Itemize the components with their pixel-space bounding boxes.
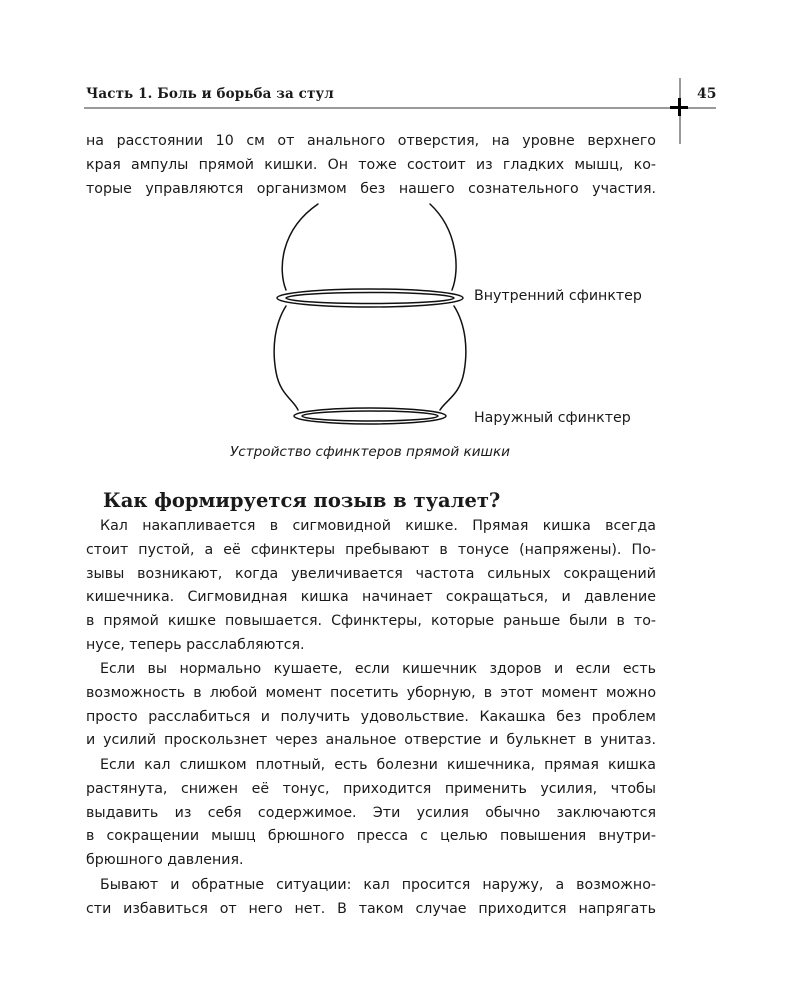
- text-line: растянута, снижен её тонус, приходится применить усилия, чтобы: [86, 780, 656, 797]
- page-number: 45: [697, 86, 717, 102]
- text-line: на расстоянии 10 см от анального отверстия, на уровне верхнего: [86, 133, 656, 149]
- internal-sphincter-ring: [277, 289, 463, 307]
- text-line: в прямой кишке повышается. Сфинктеры, которые раньше были в то-: [86, 613, 656, 630]
- text-line: зывы возникают, когда увеличивается частота сильных сокращений: [86, 565, 656, 582]
- text-line: стоит пустой, а её сфинктеры пребывают в тонусе (напряжены). По-: [86, 541, 656, 558]
- text-line: Бывают и обратные ситуации: кал просится наружу, а возможно-: [100, 877, 656, 893]
- rectum-upper-outline-right: [430, 204, 456, 290]
- internal-sphincter-label: Внутренний сфинктер: [474, 288, 642, 304]
- text-line: торые управляются организмом без нашего сознательного участия.: [86, 180, 656, 197]
- body-paragraph-1: [86, 515, 656, 658]
- section-heading: Как формируется позыв в туалет?: [103, 489, 501, 512]
- text-line: кишечника. Сигмовидная кишка начинает сокращаться, и давление: [86, 589, 656, 606]
- text-line: Кал накапливается в сигмовидной кишке. Прямая кишка всегда: [100, 518, 656, 534]
- sphincter-diagram: [260, 200, 480, 432]
- body-paragraph-4: [86, 874, 656, 922]
- ampulla-left-outline: [274, 306, 298, 410]
- body-paragraph-3: [86, 754, 656, 873]
- body-paragraph-2: [86, 658, 656, 753]
- text-line: брюшного давления.: [86, 852, 244, 869]
- external-sphincter-label: Наружный сфинктер: [474, 410, 631, 426]
- intro-paragraph: [86, 130, 656, 201]
- text-line: в сокращении мышц брюшного пресса с целью повышения внутри-: [86, 828, 656, 845]
- figure-caption: Устройство сфинктеров прямой кишки: [229, 444, 511, 460]
- text-line: и усилий проскользнет через анальное отверстие и булькнет в унитаз.: [86, 732, 656, 749]
- text-line: нусе, теперь расслабляются.: [86, 636, 305, 653]
- text-line: сти избавиться от него нет. В таком случае приходится напрягать: [86, 900, 656, 917]
- ampulla-right-outline: [440, 306, 466, 410]
- header-rule: [84, 107, 716, 109]
- text-line: выдавить из себя содержимое. Эти усилия обычно заключаются: [86, 804, 656, 821]
- running-header-title: Часть 1. Боль и борьба за стул: [86, 86, 334, 102]
- text-line: возможность в любой момент посетить уборную, в этот момент можно: [86, 684, 656, 701]
- rectum-upper-outline: [282, 204, 318, 290]
- text-line: просто расслабиться и получить удовольствие. Какашка без проблем: [86, 708, 656, 725]
- text-line: Если кал слишком плотный, есть болезни кишечника, прямая кишка: [100, 757, 656, 773]
- text-line: Если вы нормально кушаете, если кишечник здоров и если есть: [100, 661, 656, 677]
- crop-mark-icon: [669, 97, 689, 117]
- text-line: края ампулы прямой кишки. Он тоже состоит из гладких мышц, ко-: [86, 156, 656, 173]
